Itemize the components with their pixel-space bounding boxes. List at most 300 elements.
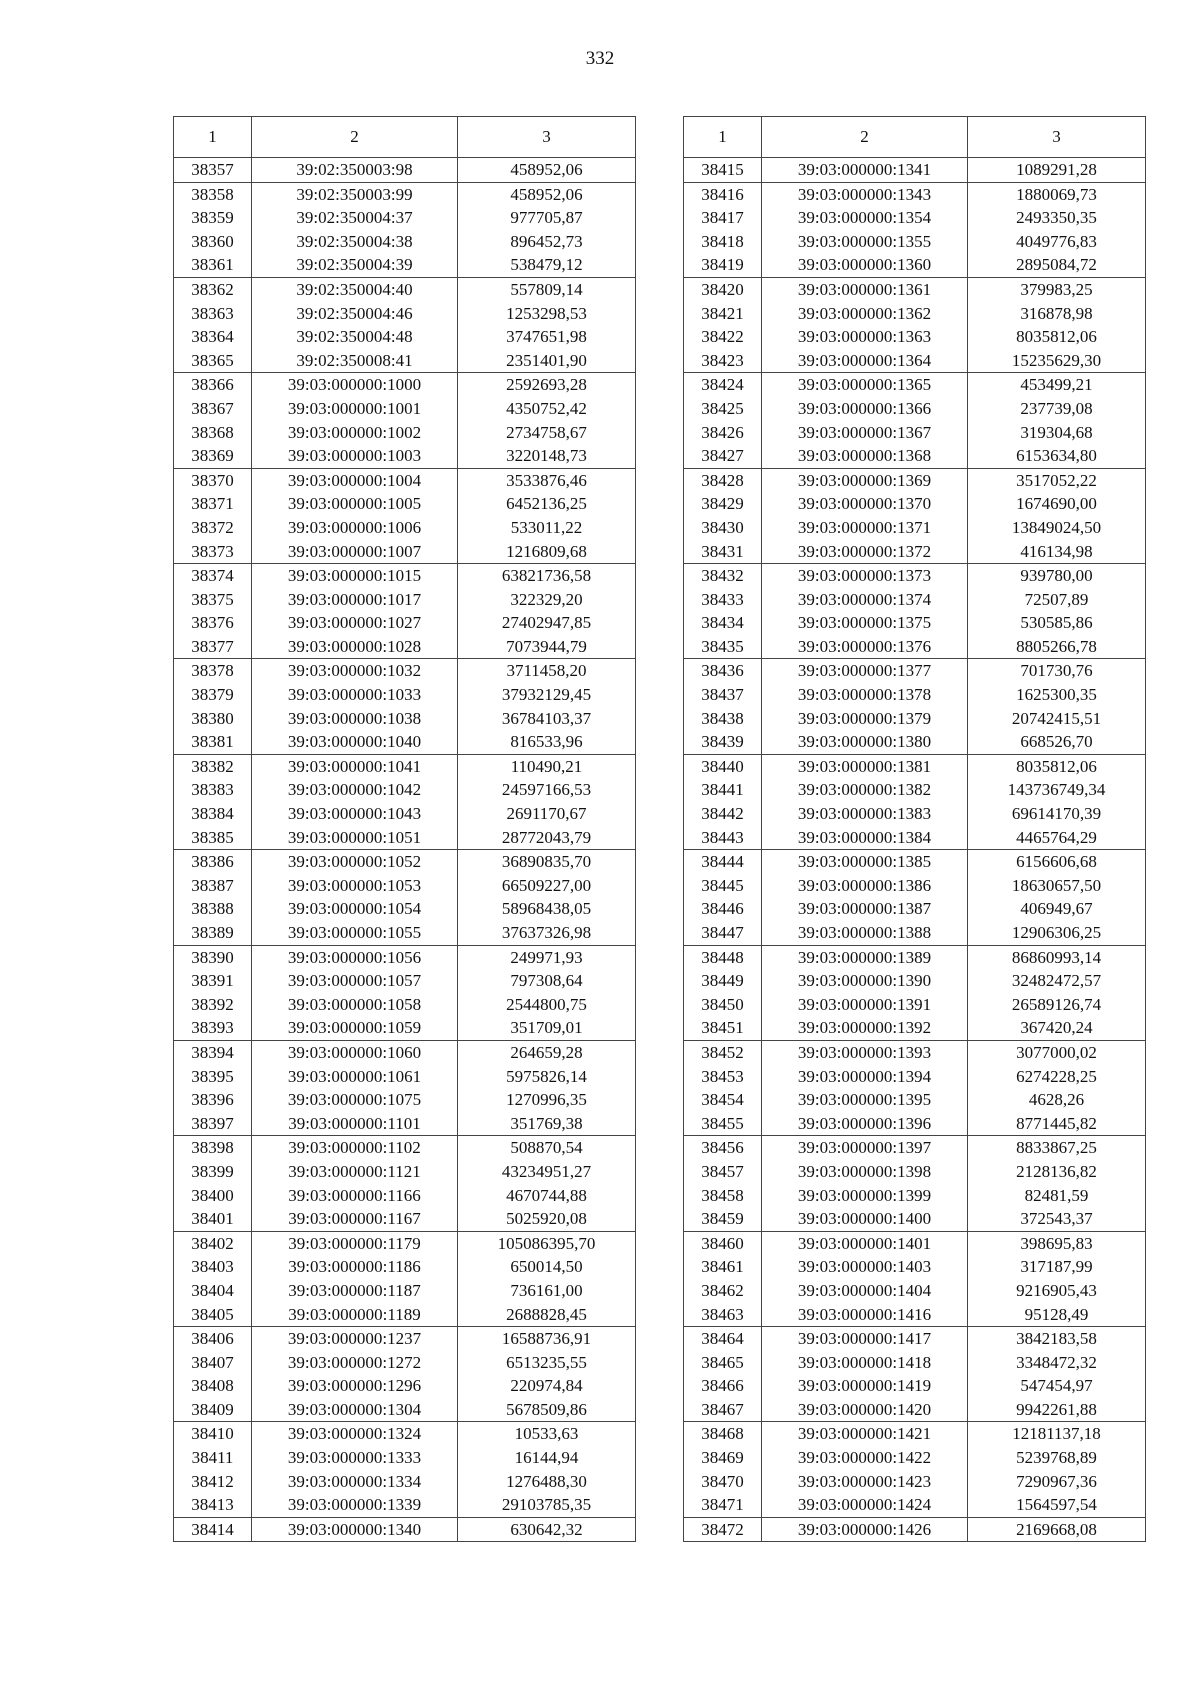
value-cell: 1625300,35: [968, 683, 1146, 707]
cadastral-number-cell: 39:03:000000:1375: [762, 611, 968, 635]
cadastral-number-cell: 39:03:000000:1426: [762, 1517, 968, 1542]
table-row: [174, 1446, 636, 1470]
value-cell: 453499,21: [968, 373, 1146, 397]
value-cell: 4628,26: [968, 1088, 1146, 1112]
table-row: [174, 1422, 636, 1446]
row-number-cell: 38446: [684, 897, 762, 921]
value-cell: 13849024,50: [968, 516, 1146, 540]
row-number-cell: 38444: [684, 850, 762, 874]
table-row: [174, 540, 636, 564]
cadastral-number-cell: 39:03:000000:1365: [762, 373, 968, 397]
page-number: 332: [585, 48, 615, 69]
cadastral-number-cell: 39:03:000000:1101: [252, 1112, 458, 1136]
value-cell: 43234951,27: [458, 1160, 636, 1184]
table-row: [684, 874, 1146, 898]
cadastral-number-cell: 39:03:000000:1377: [762, 659, 968, 683]
cadastral-number-cell: 39:02:350004:48: [252, 325, 458, 349]
value-cell: 3842183,58: [968, 1327, 1146, 1351]
table-row: [684, 1374, 1146, 1398]
row-number-cell: 38400: [174, 1184, 252, 1208]
row-number-cell: 38405: [174, 1303, 252, 1327]
cadastral-number-cell: 39:03:000000:1002: [252, 421, 458, 445]
row-number-cell: 38459: [684, 1207, 762, 1231]
value-cell: 3220148,73: [458, 444, 636, 468]
cadastral-number-cell: 39:03:000000:1384: [762, 826, 968, 850]
table-row: [174, 1184, 636, 1208]
cadastral-number-cell: 39:03:000000:1028: [252, 635, 458, 659]
table-row: [684, 611, 1146, 635]
row-number-cell: 38450: [684, 993, 762, 1017]
row-number-cell: 38436: [684, 659, 762, 683]
value-cell: 816533,96: [458, 730, 636, 754]
cadastral-number-cell: 39:03:000000:1059: [252, 1016, 458, 1040]
row-number-cell: 38447: [684, 921, 762, 945]
cadastral-number-cell: 39:03:000000:1367: [762, 421, 968, 445]
row-number-cell: 38468: [684, 1422, 762, 1446]
value-cell: 8833867,25: [968, 1136, 1146, 1160]
row-number-cell: 38434: [684, 611, 762, 635]
value-cell: 37932129,45: [458, 683, 636, 707]
table-row: [174, 1327, 636, 1351]
table-row: [174, 206, 636, 230]
table-row: [684, 1207, 1146, 1231]
row-number-cell: 38373: [174, 540, 252, 564]
value-cell: 6274228,25: [968, 1065, 1146, 1089]
value-cell: 15235629,30: [968, 349, 1146, 373]
cadastral-number-cell: 39:03:000000:1237: [252, 1327, 458, 1351]
cadastral-number-cell: 39:03:000000:1272: [252, 1351, 458, 1375]
cadastral-number-cell: 39:03:000000:1401: [762, 1231, 968, 1255]
value-cell: 351709,01: [458, 1016, 636, 1040]
row-number-cell: 38423: [684, 349, 762, 373]
table-row: [174, 802, 636, 826]
value-cell: 6153634,80: [968, 444, 1146, 468]
right-table: [683, 116, 1146, 1542]
value-cell: 6513235,55: [458, 1351, 636, 1375]
table-row: [684, 945, 1146, 969]
table-row: [684, 468, 1146, 492]
value-cell: 143736749,34: [968, 778, 1146, 802]
value-cell: 69614170,39: [968, 802, 1146, 826]
row-number-cell: 38391: [174, 969, 252, 993]
table-row: [684, 802, 1146, 826]
row-number-cell: 38416: [684, 182, 762, 206]
table-row: [174, 349, 636, 373]
value-cell: 508870,54: [458, 1136, 636, 1160]
cadastral-number-cell: 39:03:000000:1004: [252, 468, 458, 492]
row-number-cell: 38419: [684, 253, 762, 277]
value-cell: 2691170,67: [458, 802, 636, 826]
table-row: [684, 921, 1146, 945]
cadastral-number-cell: 39:03:000000:1379: [762, 707, 968, 731]
cadastral-number-cell: 39:03:000000:1361: [762, 277, 968, 301]
row-number-cell: 38421: [684, 302, 762, 326]
cadastral-number-cell: 39:03:000000:1371: [762, 516, 968, 540]
value-cell: 12181137,18: [968, 1422, 1146, 1446]
table-row: [684, 182, 1146, 206]
table-row: [684, 1016, 1146, 1040]
table-row: [684, 826, 1146, 850]
row-number-cell: 38412: [174, 1470, 252, 1494]
value-cell: 1674690,00: [968, 492, 1146, 516]
cadastral-number-cell: 39:03:000000:1001: [252, 397, 458, 421]
table-row: [684, 1279, 1146, 1303]
table-row: [684, 230, 1146, 254]
cadastral-number-cell: 39:03:000000:1385: [762, 850, 968, 874]
column-header-2: 2: [762, 117, 968, 158]
value-cell: 797308,64: [458, 969, 636, 993]
column-header-3: 3: [968, 117, 1146, 158]
row-number-cell: 38394: [174, 1040, 252, 1064]
cadastral-number-cell: 39:03:000000:1386: [762, 874, 968, 898]
table-row: [174, 1065, 636, 1089]
table-row: [174, 1374, 636, 1398]
row-number-cell: 38408: [174, 1374, 252, 1398]
value-cell: 5025920,08: [458, 1207, 636, 1231]
row-number-cell: 38469: [684, 1446, 762, 1470]
row-number-cell: 38363: [174, 302, 252, 326]
cadastral-number-cell: 39:03:000000:1032: [252, 659, 458, 683]
row-number-cell: 38379: [174, 683, 252, 707]
cadastral-number-cell: 39:03:000000:1339: [252, 1493, 458, 1517]
cadastral-number-cell: 39:03:000000:1403: [762, 1255, 968, 1279]
table-row: [684, 1398, 1146, 1422]
row-number-cell: 38439: [684, 730, 762, 754]
table-row: [174, 1351, 636, 1375]
value-cell: 977705,87: [458, 206, 636, 230]
cadastral-number-cell: 39:03:000000:1000: [252, 373, 458, 397]
table-row: [684, 206, 1146, 230]
row-number-cell: 38466: [684, 1374, 762, 1398]
row-number-cell: 38451: [684, 1016, 762, 1040]
value-cell: 319304,68: [968, 421, 1146, 445]
row-number-cell: 38406: [174, 1327, 252, 1351]
value-cell: 9216905,43: [968, 1279, 1146, 1303]
table-row: [684, 1160, 1146, 1184]
row-number-cell: 38429: [684, 492, 762, 516]
table-row: [174, 1303, 636, 1327]
row-number-cell: 38449: [684, 969, 762, 993]
value-cell: 538479,12: [458, 253, 636, 277]
table-row: [684, 1112, 1146, 1136]
table-row: [684, 349, 1146, 373]
value-cell: 351769,38: [458, 1112, 636, 1136]
value-cell: 2895084,72: [968, 253, 1146, 277]
table-row: [684, 1446, 1146, 1470]
value-cell: 264659,28: [458, 1040, 636, 1064]
cadastral-number-cell: 39:03:000000:1179: [252, 1231, 458, 1255]
table-row: [174, 158, 636, 183]
value-cell: 458952,06: [458, 182, 636, 206]
cadastral-number-cell: 39:03:000000:1383: [762, 802, 968, 826]
cadastral-number-cell: 39:03:000000:1003: [252, 444, 458, 468]
row-number-cell: 38458: [684, 1184, 762, 1208]
value-cell: 317187,99: [968, 1255, 1146, 1279]
table-row: [684, 277, 1146, 301]
header-row: [174, 117, 636, 158]
table-row: [684, 516, 1146, 540]
row-number-cell: 38424: [684, 373, 762, 397]
cadastral-number-cell: 39:02:350004:40: [252, 277, 458, 301]
cadastral-number-cell: 39:03:000000:1343: [762, 182, 968, 206]
row-number-cell: 38428: [684, 468, 762, 492]
table-row: [174, 611, 636, 635]
row-number-cell: 38409: [174, 1398, 252, 1422]
column-header-3: 3: [458, 117, 636, 158]
value-cell: 82481,59: [968, 1184, 1146, 1208]
table-row: [174, 1398, 636, 1422]
table-row: [174, 850, 636, 874]
cadastral-number-cell: 39:03:000000:1333: [252, 1446, 458, 1470]
cadastral-number-cell: 39:03:000000:1121: [252, 1160, 458, 1184]
cadastral-number-cell: 39:03:000000:1395: [762, 1088, 968, 1112]
cadastral-number-cell: 39:03:000000:1392: [762, 1016, 968, 1040]
row-number-cell: 38359: [174, 206, 252, 230]
row-number-cell: 38404: [174, 1279, 252, 1303]
cadastral-number-cell: 39:03:000000:1421: [762, 1422, 968, 1446]
table-row: [684, 421, 1146, 445]
row-number-cell: 38392: [174, 993, 252, 1017]
cadastral-number-cell: 39:03:000000:1075: [252, 1088, 458, 1112]
value-cell: 2592693,28: [458, 373, 636, 397]
table-row: [684, 373, 1146, 397]
cadastral-number-cell: 39:03:000000:1340: [252, 1517, 458, 1542]
table-row: [684, 444, 1146, 468]
value-cell: 237739,08: [968, 397, 1146, 421]
value-cell: 66509227,00: [458, 874, 636, 898]
table-row: [174, 1136, 636, 1160]
cadastral-number-cell: 39:03:000000:1166: [252, 1184, 458, 1208]
cadastral-number-cell: 39:03:000000:1007: [252, 540, 458, 564]
row-number-cell: 38464: [684, 1327, 762, 1351]
value-cell: 367420,24: [968, 1016, 1146, 1040]
cadastral-number-cell: 39:02:350004:46: [252, 302, 458, 326]
value-cell: 249971,93: [458, 945, 636, 969]
value-cell: 4350752,42: [458, 397, 636, 421]
value-cell: 16588736,91: [458, 1327, 636, 1351]
table-row: [174, 468, 636, 492]
value-cell: 650014,50: [458, 1255, 636, 1279]
row-number-cell: 38361: [174, 253, 252, 277]
cadastral-number-cell: 39:03:000000:1061: [252, 1065, 458, 1089]
value-cell: 18630657,50: [968, 874, 1146, 898]
row-number-cell: 38415: [684, 158, 762, 183]
table-row: [684, 897, 1146, 921]
row-number-cell: 38396: [174, 1088, 252, 1112]
value-cell: 20742415,51: [968, 707, 1146, 731]
cadastral-number-cell: 39:03:000000:1397: [762, 1136, 968, 1160]
cadastral-number-cell: 39:03:000000:1404: [762, 1279, 968, 1303]
value-cell: 6452136,25: [458, 492, 636, 516]
cadastral-number-cell: 39:03:000000:1304: [252, 1398, 458, 1422]
row-number-cell: 38437: [684, 683, 762, 707]
cadastral-number-cell: 39:03:000000:1368: [762, 444, 968, 468]
cadastral-number-cell: 39:03:000000:1388: [762, 921, 968, 945]
table-row: [684, 253, 1146, 277]
row-number-cell: 38457: [684, 1160, 762, 1184]
cadastral-number-cell: 39:03:000000:1354: [762, 206, 968, 230]
value-cell: 398695,83: [968, 1231, 1146, 1255]
table-row: [174, 277, 636, 301]
row-number-cell: 38462: [684, 1279, 762, 1303]
cadastral-number-cell: 39:03:000000:1058: [252, 993, 458, 1017]
cadastral-number-cell: 39:03:000000:1017: [252, 588, 458, 612]
cadastral-number-cell: 39:03:000000:1418: [762, 1351, 968, 1375]
value-cell: 8035812,06: [968, 325, 1146, 349]
row-number-cell: 38411: [174, 1446, 252, 1470]
row-number-cell: 38453: [684, 1065, 762, 1089]
table-row: [684, 850, 1146, 874]
cadastral-number-cell: 39:02:350004:38: [252, 230, 458, 254]
table-row: [174, 1088, 636, 1112]
value-cell: 3711458,20: [458, 659, 636, 683]
value-cell: 530585,86: [968, 611, 1146, 635]
table-row: [684, 1136, 1146, 1160]
value-cell: 3517052,22: [968, 468, 1146, 492]
cadastral-number-cell: 39:02:350003:98: [252, 158, 458, 183]
cadastral-number-cell: 39:02:350008:41: [252, 349, 458, 373]
value-cell: 10533,63: [458, 1422, 636, 1446]
cadastral-number-cell: 39:03:000000:1102: [252, 1136, 458, 1160]
row-number-cell: 38389: [174, 921, 252, 945]
column-header-1: 1: [174, 117, 252, 158]
row-number-cell: 38360: [174, 230, 252, 254]
row-number-cell: 38357: [174, 158, 252, 183]
cadastral-number-cell: 39:03:000000:1187: [252, 1279, 458, 1303]
row-number-cell: 38463: [684, 1303, 762, 1327]
table-row: [684, 969, 1146, 993]
table-row: [174, 897, 636, 921]
value-cell: 2351401,90: [458, 349, 636, 373]
cadastral-number-cell: 39:03:000000:1378: [762, 683, 968, 707]
cadastral-number-cell: 39:03:000000:1394: [762, 1065, 968, 1089]
table-row: [174, 707, 636, 731]
row-number-cell: 38377: [174, 635, 252, 659]
table-row: [174, 826, 636, 850]
row-number-cell: 38413: [174, 1493, 252, 1517]
cadastral-number-cell: 39:03:000000:1051: [252, 826, 458, 850]
cadastral-number-cell: 39:03:000000:1334: [252, 1470, 458, 1494]
cadastral-number-cell: 39:03:000000:1416: [762, 1303, 968, 1327]
row-number-cell: 38414: [174, 1517, 252, 1542]
row-number-cell: 38365: [174, 349, 252, 373]
table-row: [684, 564, 1146, 588]
row-number-cell: 38367: [174, 397, 252, 421]
table-row: [174, 730, 636, 754]
row-number-cell: 38445: [684, 874, 762, 898]
row-number-cell: 38393: [174, 1016, 252, 1040]
value-cell: 63821736,58: [458, 564, 636, 588]
row-number-cell: 38442: [684, 802, 762, 826]
cadastral-number-cell: 39:03:000000:1056: [252, 945, 458, 969]
value-cell: 58968438,05: [458, 897, 636, 921]
value-cell: 27402947,85: [458, 611, 636, 635]
row-number-cell: 38410: [174, 1422, 252, 1446]
table-row: [684, 302, 1146, 326]
cadastral-number-cell: 39:03:000000:1424: [762, 1493, 968, 1517]
cadastral-number-cell: 39:03:000000:1417: [762, 1327, 968, 1351]
table-row: [174, 993, 636, 1017]
value-cell: 28772043,79: [458, 826, 636, 850]
table-row: [174, 683, 636, 707]
value-cell: 105086395,70: [458, 1231, 636, 1255]
row-number-cell: 38422: [684, 325, 762, 349]
table-row: [174, 397, 636, 421]
cadastral-number-cell: 39:03:000000:1420: [762, 1398, 968, 1422]
table-row: [684, 540, 1146, 564]
value-cell: 379983,25: [968, 277, 1146, 301]
value-cell: 110490,21: [458, 754, 636, 778]
row-number-cell: 38456: [684, 1136, 762, 1160]
row-number-cell: 38368: [174, 421, 252, 445]
row-number-cell: 38441: [684, 778, 762, 802]
cadastral-number-cell: 39:03:000000:1423: [762, 1470, 968, 1494]
cadastral-number-cell: 39:03:000000:1355: [762, 230, 968, 254]
cadastral-number-cell: 39:03:000000:1040: [252, 730, 458, 754]
table-row: [684, 659, 1146, 683]
row-number-cell: 38380: [174, 707, 252, 731]
cadastral-number-cell: 39:03:000000:1041: [252, 754, 458, 778]
cadastral-number-cell: 39:03:000000:1005: [252, 492, 458, 516]
table-row: [684, 397, 1146, 421]
cadastral-number-cell: 39:03:000000:1374: [762, 588, 968, 612]
value-cell: 547454,97: [968, 1374, 1146, 1398]
table-row: [174, 1255, 636, 1279]
cadastral-number-cell: 39:03:000000:1399: [762, 1184, 968, 1208]
value-cell: 8771445,82: [968, 1112, 1146, 1136]
cadastral-number-cell: 39:02:350004:37: [252, 206, 458, 230]
value-cell: 2128136,82: [968, 1160, 1146, 1184]
value-cell: 6156606,68: [968, 850, 1146, 874]
value-cell: 4465764,29: [968, 826, 1146, 850]
table-row: [174, 1160, 636, 1184]
table-row: [174, 516, 636, 540]
table-row: [174, 969, 636, 993]
table-row: [174, 659, 636, 683]
table-row: [174, 1231, 636, 1255]
cadastral-number-cell: 39:03:000000:1382: [762, 778, 968, 802]
row-number-cell: 38438: [684, 707, 762, 731]
cadastral-number-cell: 39:03:000000:1057: [252, 969, 458, 993]
cadastral-number-cell: 39:03:000000:1391: [762, 993, 968, 1017]
table-row: [684, 1065, 1146, 1089]
cadastral-number-cell: 39:03:000000:1398: [762, 1160, 968, 1184]
value-cell: 1270996,35: [458, 1088, 636, 1112]
cadastral-number-cell: 39:02:350003:99: [252, 182, 458, 206]
row-number-cell: 38471: [684, 1493, 762, 1517]
value-cell: 7290967,36: [968, 1470, 1146, 1494]
table-row: [174, 1517, 636, 1542]
table-row: [684, 1088, 1146, 1112]
cadastral-number-cell: 39:03:000000:1366: [762, 397, 968, 421]
row-number-cell: 38465: [684, 1351, 762, 1375]
value-cell: 1276488,30: [458, 1470, 636, 1494]
value-cell: 12906306,25: [968, 921, 1146, 945]
table-row: [684, 1327, 1146, 1351]
cadastral-number-cell: 39:03:000000:1006: [252, 516, 458, 540]
row-number-cell: 38385: [174, 826, 252, 850]
table-row: [684, 1231, 1146, 1255]
value-cell: 3533876,46: [458, 468, 636, 492]
cadastral-number-cell: 39:03:000000:1422: [762, 1446, 968, 1470]
row-number-cell: 38383: [174, 778, 252, 802]
row-number-cell: 38467: [684, 1398, 762, 1422]
row-number-cell: 38460: [684, 1231, 762, 1255]
row-number-cell: 38364: [174, 325, 252, 349]
value-cell: 316878,98: [968, 302, 1146, 326]
value-cell: 458952,06: [458, 158, 636, 183]
cadastral-number-cell: 39:03:000000:1341: [762, 158, 968, 183]
